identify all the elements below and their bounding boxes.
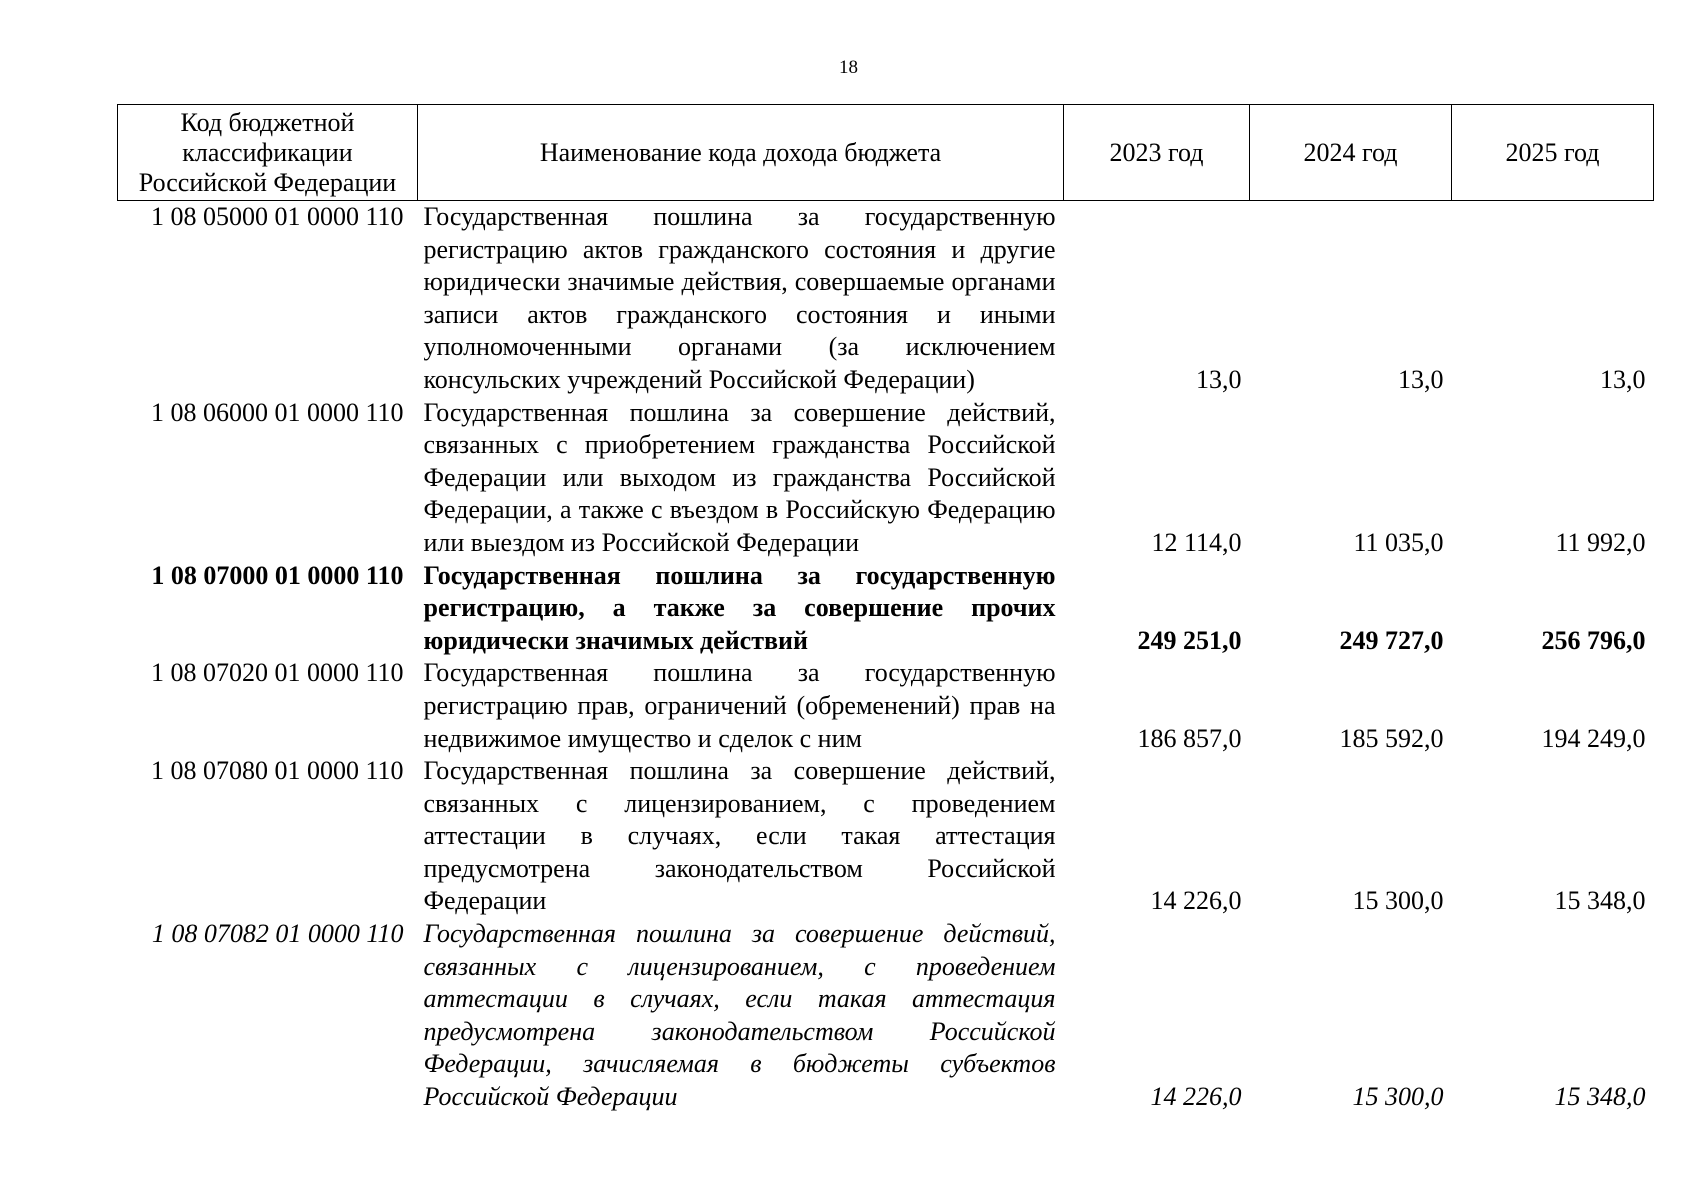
row-code: 1 08 07080 01 0000 110 (150, 756, 404, 786)
table-row (118, 657, 1654, 755)
row-code: 1 08 07000 01 0000 110 (151, 560, 404, 590)
header-2024: 2024 год (1250, 105, 1452, 201)
row-value-2025: 13,0 (1600, 364, 1646, 394)
row-value-2025: 15 348,0 (1554, 1082, 1646, 1112)
row-value-2025: 11 992,0 (1555, 527, 1646, 557)
budget-revenue-table (117, 104, 1654, 1114)
header-name: Наименование кода дохода бюджета (418, 105, 1064, 201)
row-name: Государственная пошлина за государственную регистрацию актов гражданского состояния и другие юридически значимые действия, совершаемые органами записи актов гражданского состояния и иными уполномоченными органами (за исключением консульских учреждений Российской Федерации) (423, 202, 1056, 394)
table-row-total (118, 560, 1654, 658)
row-value-2023: 14 226,0 (1150, 886, 1242, 916)
row-value-2023: 13,0 (1196, 364, 1242, 394)
row-value-2025: 256 796,0 (1541, 625, 1646, 655)
row-code: 1 08 07082 01 0000 110 (151, 919, 404, 949)
row-value-2025: 194 249,0 (1541, 723, 1646, 753)
row-code: 1 08 07020 01 0000 110 (150, 658, 404, 688)
row-value-2024: 185 592,0 (1339, 723, 1444, 753)
page-number: 18 (839, 57, 858, 78)
row-code: 1 08 06000 01 0000 110 (150, 397, 404, 427)
table-row (118, 755, 1654, 918)
header-code: Код бюджетной классификации Российской Федерации (118, 105, 418, 201)
row-name: Государственная пошлина за государственную регистрацию, а также за совершение прочих юридически значимых действий (423, 560, 1056, 655)
row-value-2024: 15 300,0 (1352, 1082, 1444, 1112)
row-value-2024: 15 300,0 (1352, 886, 1444, 916)
row-value-2023: 186 857,0 (1137, 723, 1242, 753)
row-name: Государственная пошлина за совершение действий, связанных с лицензированием, с проведением аттестации в случаях, если такая аттестация предусмотрена законодательством Российской Федерации, зачисляемая в бюджеты субъектов Российской Федерации (423, 919, 1056, 1112)
header-2025: 2025 год (1452, 105, 1654, 201)
row-value-2023: 249 251,0 (1137, 625, 1242, 655)
table-row (118, 201, 1654, 397)
row-value-2024: 249 727,0 (1339, 625, 1444, 655)
table-row-subitem (118, 918, 1654, 1114)
row-name: Государственная пошлина за совершение действий, связанных с лицензированием, с проведением аттестации в случаях, если такая аттестация предусмотрена законодательством Российской Федерации (423, 756, 1056, 916)
row-value-2023: 14 226,0 (1150, 1082, 1242, 1112)
header-2023: 2023 год (1064, 105, 1250, 201)
row-value-2023: 12 114,0 (1151, 527, 1242, 557)
row-value-2025: 15 348,0 (1554, 886, 1646, 916)
row-value-2024: 13,0 (1398, 364, 1444, 394)
table-header-row (118, 105, 1654, 201)
row-code: 1 08 05000 01 0000 110 (150, 202, 404, 231)
table-row (118, 397, 1654, 560)
row-name: Государственная пошлина за государственную регистрацию прав, ограничений (обременений) прав на недвижимое имущество и сделок с ним (423, 658, 1056, 753)
row-value-2024: 11 035,0 (1353, 527, 1444, 557)
row-name: Государственная пошлина за совершение действий, связанных с приобретением гражданства Российской Федерации или выходом из гражданства Российской Федерации, а также с въездом в Российскую Федерацию или выездом из Российской Федерации (423, 397, 1056, 557)
